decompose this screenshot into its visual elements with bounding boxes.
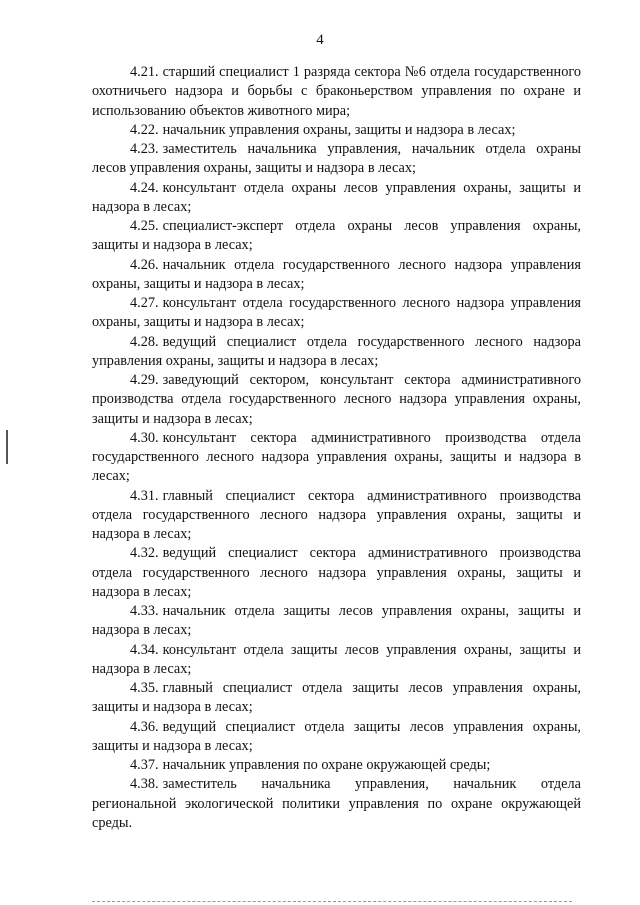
item-text: заведующий сектором, консультант сектора административного производства отдела государственного лесного надзора управления охраны, защиты и надзора в лесах;	[92, 372, 581, 427]
list-item	[92, 602, 581, 641]
item-number: 4.23.	[130, 141, 159, 157]
item-text: начальник управления охраны, защиты и надзора в лесах;	[162, 121, 516, 138]
list-item	[92, 294, 581, 333]
list-item	[92, 718, 581, 757]
list-item	[92, 641, 581, 680]
item-number: 4.26.	[130, 256, 159, 273]
item-text: начальник управления по охране окружающей среды;	[162, 757, 491, 773]
item-number: 4.24.	[130, 179, 159, 196]
item-number: 4.38.	[130, 776, 159, 793]
item-text: старший специалист 1 разряда сектора №6 отдела государственного охотничьего надзора и борьбы с браконьерством управления по охране и использованию объектов животного мира;	[92, 64, 581, 119]
list-item	[92, 371, 581, 429]
list-item	[92, 679, 581, 718]
scan-edge-mark	[6, 430, 8, 464]
item-text: ведущий специалист сектора административного производства отдела государственного лесного надзора управления охраны, защиты и надзора в лесах;	[92, 545, 581, 600]
list-item	[92, 121, 581, 140]
item-number: 4.33.	[130, 603, 159, 619]
page-bottom-edge	[92, 901, 572, 902]
list-item	[92, 487, 581, 545]
list-item	[92, 756, 581, 775]
item-number: 4.22.	[130, 121, 159, 138]
item-number: 4.37.	[130, 757, 159, 773]
item-text: консультант отдела государственного лесного надзора управления охраны, защиты и надзора в лесах;	[92, 295, 581, 331]
item-number: 4.31.	[130, 487, 159, 504]
document-body	[92, 63, 581, 833]
list-item	[92, 179, 581, 218]
item-text: консультант сектора административного производства отдела государственного лесного надзора управления охраны, защиты и надзора в лесах;	[92, 429, 581, 485]
list-item	[92, 333, 581, 372]
item-number: 4.35.	[130, 680, 159, 696]
item-number: 4.25.	[130, 218, 159, 234]
list-item	[92, 217, 581, 256]
page-number: 4	[316, 32, 324, 48]
item-text: заместитель начальника управления, начальник отдела региональной экологической политики управления по охране окружающей среды.	[92, 776, 581, 831]
item-text: специалист-эксперт отдела охраны лесов управления охраны, защиты и надзора в лесах;	[92, 218, 581, 254]
item-number: 4.28.	[130, 333, 159, 350]
item-text: консультант отдела защиты лесов управления охраны, защиты и надзора в лесах;	[92, 641, 581, 677]
item-number: 4.21.	[130, 64, 159, 80]
item-number: 4.34.	[130, 641, 159, 658]
item-text: главный специалист отдела защиты лесов управления охраны, защиты и надзора в лесах;	[92, 680, 581, 716]
item-text: ведущий специалист отдела защиты лесов управления охраны, защиты и надзора в лесах;	[92, 718, 581, 754]
list-item	[92, 775, 581, 833]
item-text: консультант отдела охраны лесов управления охраны, защиты и надзора в лесах;	[92, 179, 581, 215]
item-number: 4.27.	[130, 295, 159, 311]
list-item	[92, 63, 581, 121]
list-item	[92, 140, 581, 179]
item-number: 4.30.	[130, 429, 159, 446]
list-item	[92, 429, 581, 487]
item-number: 4.32.	[130, 545, 159, 562]
item-text: главный специалист сектора административного производства отдела государственного лесного надзора управления охраны, защиты и надзора в лесах;	[92, 487, 581, 542]
item-text: ведущий специалист отдела государственного лесного надзора управления охраны, защиты и надзора в лесах;	[92, 333, 581, 369]
list-item	[92, 256, 581, 295]
item-text: заместитель начальника управления, начальник отдела охраны лесов управления охраны, защиты и надзора в лесах;	[92, 141, 581, 177]
item-number: 4.29.	[130, 372, 159, 388]
item-text: начальник отдела государственного лесного надзора управления охраны, защиты и надзора в лесах;	[92, 256, 581, 292]
item-text: начальник отдела защиты лесов управления охраны, защиты и надзора в лесах;	[92, 603, 581, 639]
list-item	[92, 544, 581, 602]
item-number: 4.36.	[130, 718, 159, 735]
